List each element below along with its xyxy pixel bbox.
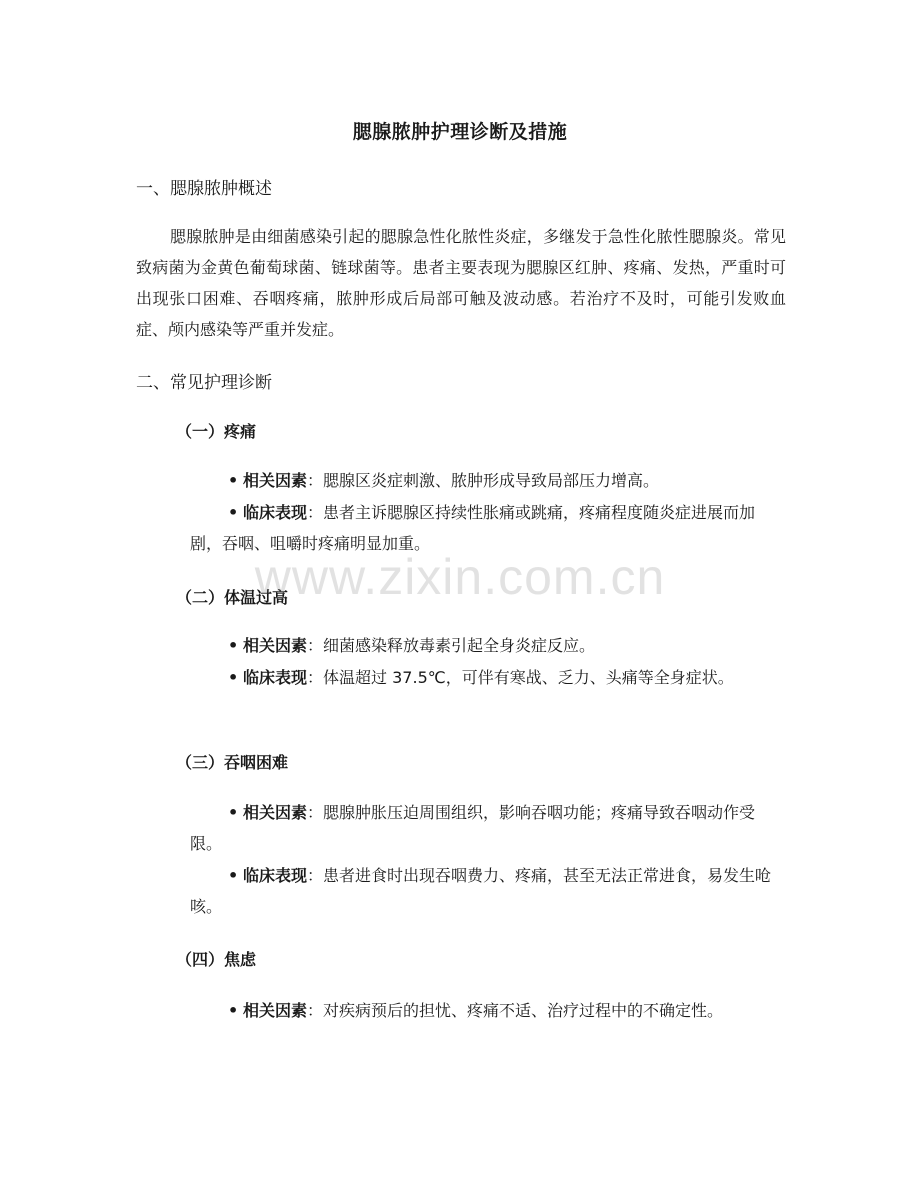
- item-separator: ：: [307, 803, 324, 822]
- diagnosis-heading-anxiety: （四）焦虑: [176, 950, 257, 969]
- item-text: 细菌感染释放毒素引起全身炎症反应。: [323, 636, 596, 655]
- list-item: [190, 860, 786, 922]
- diagnosis-heading-fever: （二）体温过高: [176, 588, 289, 607]
- list-item: [190, 630, 786, 661]
- list-item: [190, 995, 786, 1026]
- item-label: 临床表现: [243, 866, 308, 885]
- item-text: 腮腺区炎症刺激、脓肿形成导致局部压力增高。: [323, 471, 660, 490]
- overview-paragraph: 腮腺脓肿是由细菌感染引起的腮腺急性化脓性炎症，多继发于急性化脓性腮腺炎。常见致病菌为金黄色葡萄球菌、链球菌等。患者主要表现为腮腺区红肿、疼痛、发热，严重时可出现张口困难、吞咽疼痛，脓肿形成后局部可触及波动感。若治疗不及时，可能引发败血症、颅内感染等严重并发症。: [136, 227, 786, 339]
- list-item: [190, 662, 786, 693]
- item-text: 患者主诉腮腺区持续性胀痛或跳痛，疼痛程度随炎症进展而加剧，吞咽、咀嚼时疼痛明显加重。: [190, 503, 756, 553]
- item-label: 相关因素: [243, 471, 308, 490]
- item-label: 临床表现: [243, 668, 308, 687]
- bullet-icon: •: [228, 503, 239, 522]
- diagnosis-heading-dysphagia: （三）吞咽困难: [176, 753, 289, 772]
- item-text: 对疾病预后的担忧、疼痛不适、治疗过程中的不确定性。: [323, 1001, 724, 1020]
- item-separator: ：: [307, 1001, 324, 1020]
- item-text: 体温超过 37.5℃，可伴有寒战、乏力、头痛等全身症状。: [323, 668, 734, 687]
- item-separator: ：: [307, 668, 324, 687]
- item-label: 临床表现: [243, 503, 308, 522]
- item-separator: ：: [307, 636, 324, 655]
- watermark: www.zixin.com.cn: [254, 549, 666, 605]
- page-title: 腮腺脓肿护理诊断及措施: [352, 121, 568, 143]
- bullet-icon: •: [228, 866, 239, 885]
- item-separator: ：: [307, 503, 324, 522]
- item-label: 相关因素: [243, 803, 308, 822]
- section-heading-diagnoses: 二、常见护理诊断: [136, 373, 272, 393]
- bullet-icon: •: [228, 1001, 239, 1020]
- list-item: [190, 465, 786, 496]
- bullet-icon: •: [228, 636, 239, 655]
- item-separator: ：: [307, 471, 324, 490]
- item-label: 相关因素: [243, 636, 308, 655]
- item-text: 患者进食时出现吞咽费力、疼痛，甚至无法正常进食，易发生呛咳。: [190, 866, 772, 916]
- diagnosis-heading-pain: （一）疼痛: [176, 422, 257, 441]
- item-text: 腮腺肿胀压迫周围组织，影响吞咽功能；疼痛导致吞咽动作受限。: [190, 803, 756, 853]
- item-separator: ：: [307, 866, 324, 885]
- section-heading-overview: 一、腮腺脓肿概述: [136, 179, 272, 199]
- bullet-icon: •: [228, 803, 239, 822]
- bullet-icon: •: [228, 668, 239, 687]
- list-item: [190, 497, 786, 559]
- item-label: 相关因素: [243, 1001, 308, 1020]
- list-item: [190, 797, 786, 859]
- bullet-icon: •: [228, 471, 239, 490]
